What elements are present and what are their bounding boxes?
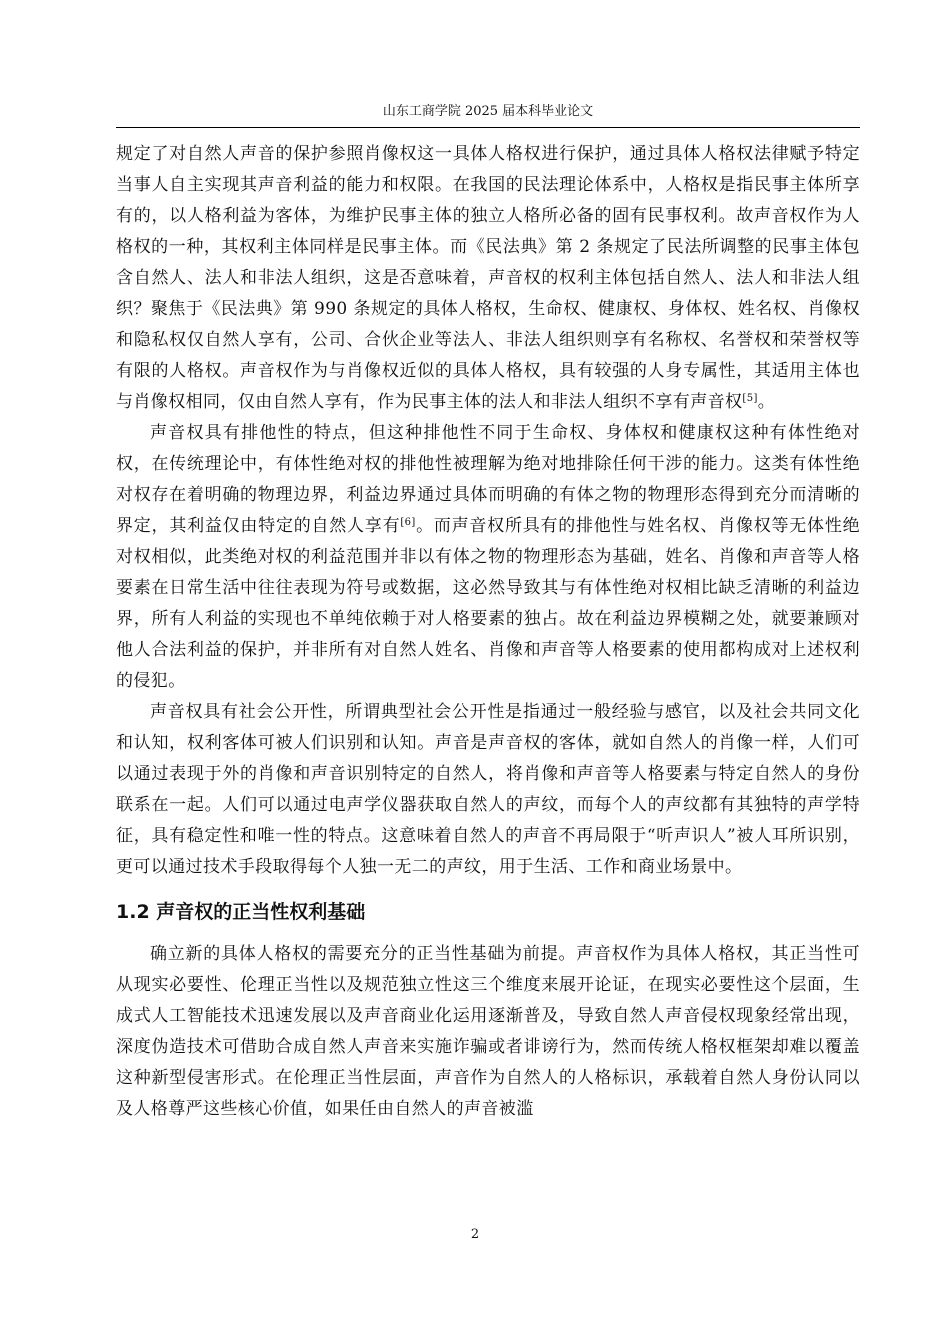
section-heading: 1.2 声音权的正当性权利基础 <box>116 901 366 923</box>
paragraph-3 <box>116 697 860 883</box>
paragraph-1-end: 。 <box>757 392 776 412</box>
header-rule <box>116 127 860 128</box>
page-body <box>116 139 860 1125</box>
paragraph-4 <box>116 939 860 1125</box>
paragraph-2-text: 声音权具有排他性的特点，但这种排他性不同于生命权、身体权和健康权这种有体性绝对权，在传统理论中，有体性绝对权的排他性被理解为绝对地排除任何干涉的能力。这类有体性绝对权存在着明确的物理边界，利益边界通过具体而明确的有体之物的物理形态得到充分而清晰的界定，其利益仅由特定的自然人享有 <box>116 423 860 536</box>
paragraph-3-text: 声音权具有社会公开性，所谓典型社会公开性是指通过一般经验与感官，以及社会共同文化和认知，权利客体可被人们识别和认知。声音是声音权的客体，就如自然人的肖像一样，人们可以通过表现于外的肖像和声音识别特定的自然人，将肖像和声音等人格要素与特定自然人的身份联系在一起。人们可以通过电声学仪器获取自然人的声纹，而每个人的声纹都有其独特的声学特征，具有稳定性和唯一性的特点。这意味着自然人的声音不再局限于“听声识人”被人耳所识别，更可以通过技术手段取得每个人独一无二的声纹，用于生活、工作和商业场景中。 <box>116 702 860 877</box>
page-number: 2 <box>470 1227 480 1242</box>
running-header: 山东工商学院 2025 届本科毕业论文 <box>382 104 594 119</box>
paragraph-2-rest: 。而声音权所具有的排他性与姓名权、肖像权等无体性绝对权相似，此类绝对权的利益范围并非以有体之物的物理形态为基础，姓名、肖像和声音等人格要素在日常生活中往往表现为符号或数据，这必然导致其与有体性绝对权相比缺乏清晰的利益边界，所有人利益的实现也不单纯依赖于对人格要素的独占。故在利益边界模糊之处，就要兼顾对他人合法利益的保护，并非所有对自然人姓名、肖像和声音等人格要素的使用都构成对上述权利的侵犯。 <box>116 516 860 691</box>
paragraph-1-text: 规定了对自然人声音的保护参照肖像权这一具体人格权进行保护，通过具体人格权法律赋予特定当事人自主实现其声音利益的能力和权限。在我国的民法理论体系中，人格权是指民事主体所享有的，以人格利益为客体，为维护民事主体的独立人格所必备的固有民事权利。故声音权作为人格权的一种，其权利主体同样是民事主体。而《民法典》第 2 条规定了民法所调整的民事主体包含自然人、法人和非法人组织，这是否意味着，声音权的权利主体包括自然人、法人和非法人组织？聚焦于《民法典》第 990 条规定的具体人格权，生命权、健康权、身体权、姓名权、肖像权和隐私权仅自然人享有，公司、合伙企业等法人、非法人组织则享有名称权、名誉权和荣誉权等有限的人格权。声音权作为与肖像权近似的具体人格权，具有较强的人身专属性，其适用主体也与肖像权相同，仅由自然人享有，作为民事主体的法人和非法人组织不享有声音权 <box>116 144 860 412</box>
paragraph-4-text: 确立新的具体人格权的需要充分的正当性基础为前提。声音权作为具体人格权，其正当性可从现实必要性、伦理正当性以及规范独立性这三个维度来展开论证，在现实必要性这个层面，生成式人工智能技术迅速发展以及声音商业化运用逐渐普及，导致自然人声音侵权现象经常出现，深度伪造技术可借助合成自然人声音来实施诈骗或者诽谤行为，然而传统人格权框架却难以覆盖这种新型侵害形式。在伦理正当性层面，声音作为自然人的人格标识，承载着自然人身份认同以及人格尊严这些核心价值，如果任由自然人的声音被滥 <box>116 944 860 1119</box>
citation-6[interactable]: [6] <box>400 517 416 528</box>
paragraph-2 <box>116 418 860 697</box>
paragraph-1 <box>116 139 860 418</box>
citation-5[interactable]: [5] <box>742 393 758 404</box>
